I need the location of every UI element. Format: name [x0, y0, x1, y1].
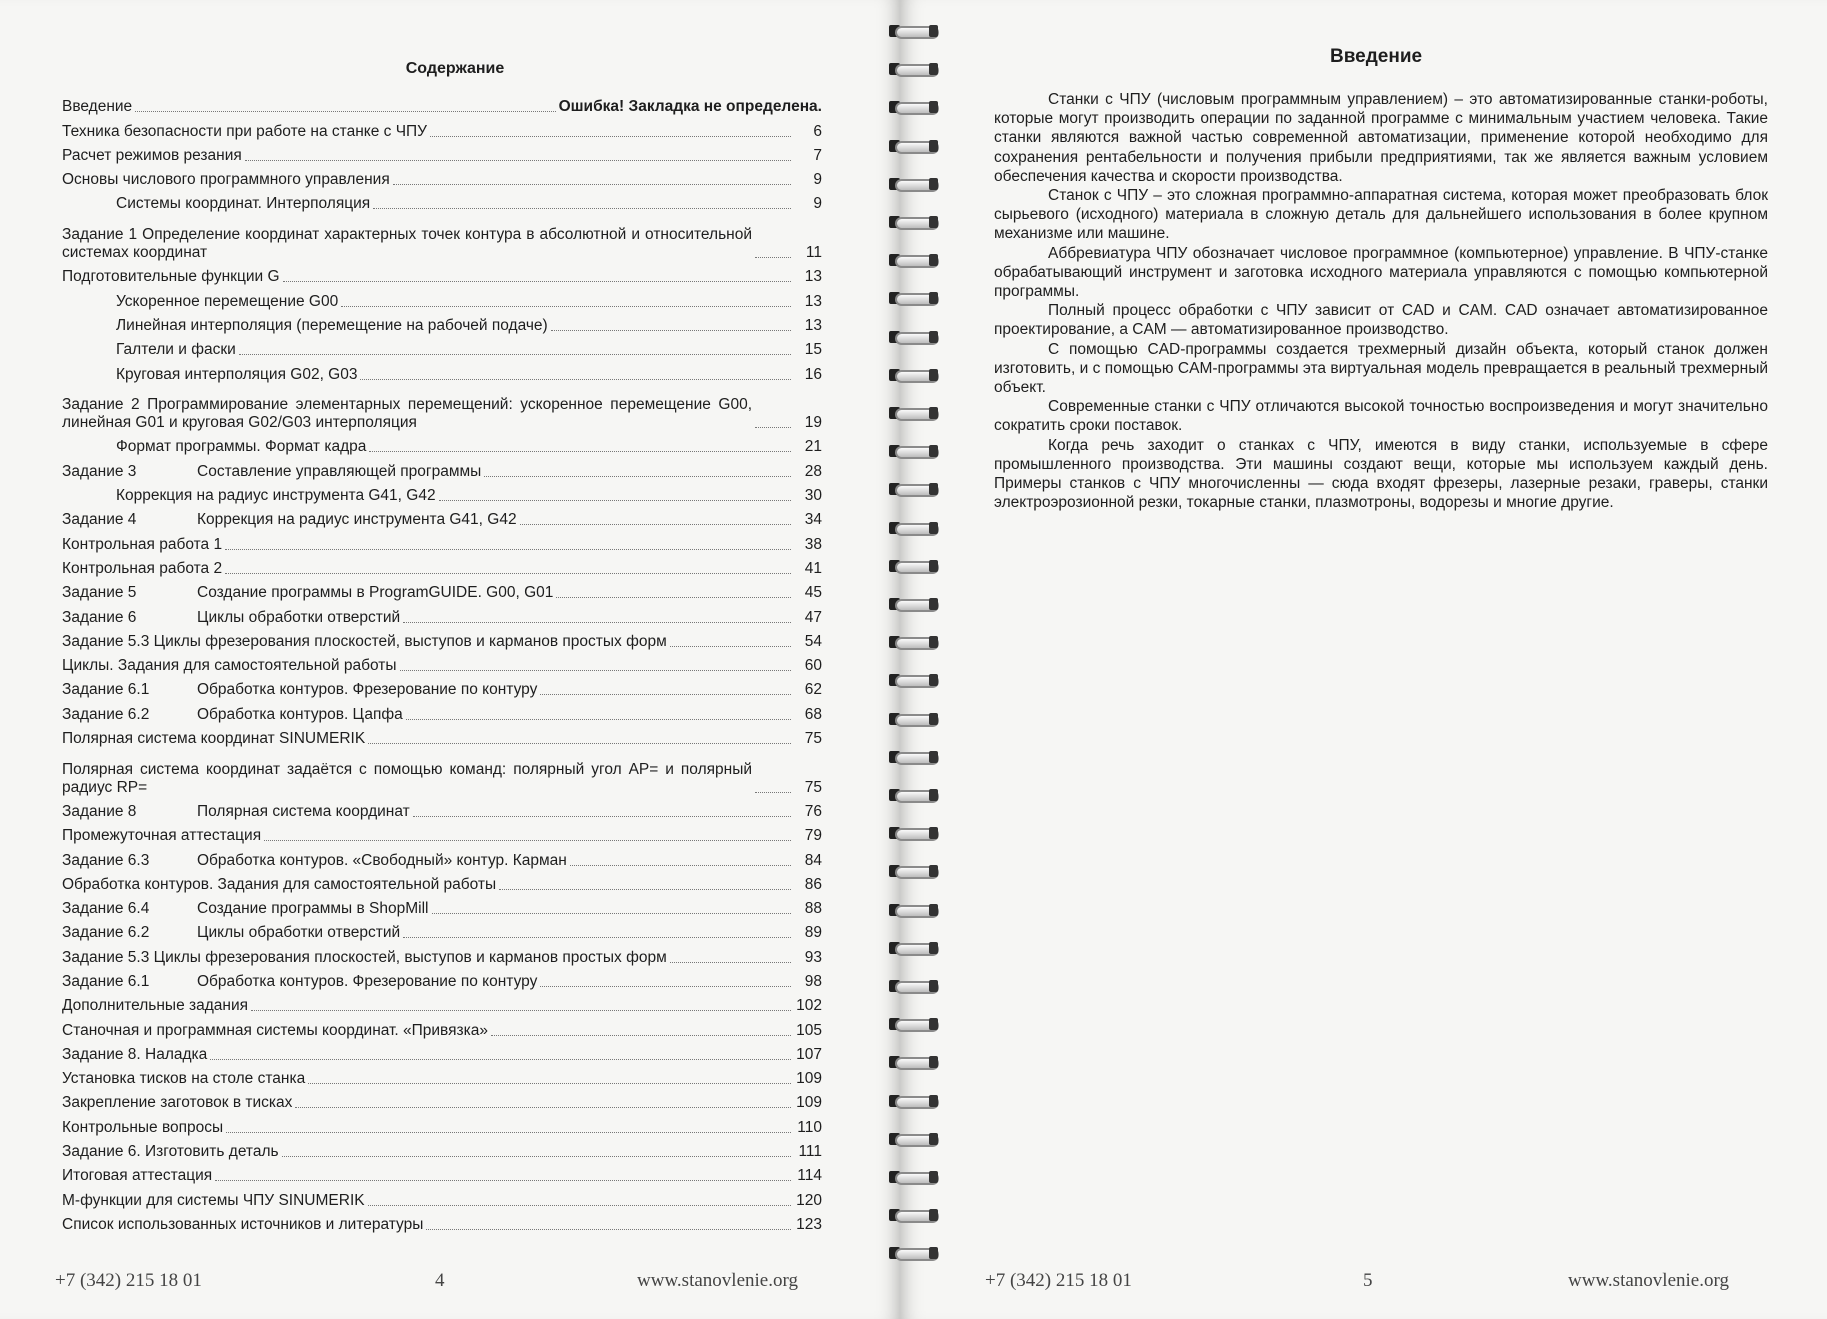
toc-entry-page: 86	[804, 875, 822, 893]
footer-page-number: 5	[1363, 1270, 1373, 1291]
toc-entry-title: Обработка контуров. «Свободный» контур. Карман	[197, 851, 567, 869]
binding-ring	[883, 633, 941, 651]
toc-entry	[62, 748, 822, 797]
toc-leader-dots	[341, 306, 791, 307]
intro-paragraph: Станок с ЧПУ – это сложная программно-аппаратная система, которая может преобразовать блок сырьевого (исходного) материала в сложную деталь для дальнейшего использования в более крупном механизме или машине.	[994, 187, 1768, 243]
toc-entry-page: 13	[804, 292, 822, 310]
toc-entry	[62, 1040, 822, 1064]
toc-entry	[62, 821, 822, 845]
toc-entry-page: 120	[796, 1191, 822, 1209]
binding-ring	[883, 977, 941, 995]
toc-entry	[62, 724, 822, 748]
toc-leader-dots	[400, 670, 792, 671]
toc-leader-dots	[368, 1205, 791, 1206]
toc-entry-page: 21	[804, 438, 822, 456]
toc-entry-label: Ускоренное перемещение G00	[116, 292, 339, 310]
binding-ring	[883, 901, 941, 919]
binding-hole	[929, 904, 938, 916]
toc-leader-dots	[282, 1156, 791, 1157]
binding-ring	[883, 786, 941, 804]
binding-hole	[929, 674, 938, 686]
toc-entry	[62, 335, 822, 359]
toc-entry-page: 41	[804, 559, 822, 577]
binding-ring	[883, 1130, 941, 1148]
toc-entry-label: Основы числового программного управления	[62, 171, 390, 189]
binding-hole	[929, 522, 938, 534]
binding-hole	[929, 331, 938, 343]
toc-entry-number: Задание 6.4	[62, 900, 150, 918]
toc-entry-page: 9	[813, 171, 822, 189]
binding-ring	[883, 710, 941, 728]
binding-hole	[929, 407, 938, 419]
intro-text	[994, 90, 1768, 512]
left-page	[0, 0, 900, 1319]
toc-entry-page: 38	[804, 535, 822, 553]
intro-title: Введение	[1330, 46, 1423, 67]
toc-entry-label	[62, 681, 537, 699]
toc-entry-title: Создание программы в ShopMill	[197, 900, 429, 918]
toc-entry	[62, 602, 822, 626]
toc-leader-dots	[406, 719, 791, 720]
toc-leader-dots	[264, 840, 791, 841]
toc-entry-label: Контрольная работа 1	[62, 535, 223, 553]
toc-entry-label: Итоговая аттестация	[62, 1167, 213, 1185]
toc-entry-page: 30	[804, 487, 822, 505]
toc-entry	[62, 797, 822, 821]
binding-hole	[929, 1133, 938, 1145]
toc-entry	[62, 213, 822, 262]
toc-entry	[62, 286, 822, 310]
toc-entry-page: 107	[796, 1045, 822, 1063]
binding-ring	[883, 1015, 941, 1033]
toc-entry-page: 68	[804, 705, 822, 723]
binding-ring	[883, 824, 941, 842]
toc-entry	[62, 189, 822, 213]
binding-hole	[929, 178, 938, 190]
toc-entry	[62, 384, 822, 433]
binding-ring	[883, 1244, 941, 1262]
toc-leader-dots	[755, 792, 791, 793]
toc-entry	[62, 675, 822, 699]
toc-entry-title: Обработка контуров. Фрезерование по контуру	[197, 972, 538, 990]
binding-ring	[883, 289, 941, 307]
toc-leader-dots	[670, 646, 791, 647]
spiral-binding	[883, 0, 953, 1319]
footer-page-number: 4	[435, 1270, 445, 1291]
toc-entry	[62, 627, 822, 651]
toc-entry-page: 114	[797, 1167, 822, 1185]
binding-ring	[883, 557, 941, 575]
toc-leader-dots	[308, 1083, 791, 1084]
intro-paragraph: С помощью CAD-программы создается трехмерный дизайн объекта, который станок должен изготовить, и с помощью CAM-программы эта виртуальная модель превращается в реальный трехмерный объект.	[994, 340, 1768, 397]
toc-entry-label: Круговая интерполяция G02, G03	[116, 365, 358, 383]
binding-hole	[929, 292, 938, 304]
toc-leader-dots	[225, 549, 791, 550]
toc-entry-page: 110	[797, 1118, 822, 1136]
binding-ring	[883, 60, 941, 78]
toc-leader-dots	[570, 865, 791, 866]
toc-entry-label: Промежуточная аттестация	[62, 827, 262, 845]
toc-entry-number: Задание 8	[62, 802, 137, 820]
toc-entry-number: Задание 6	[62, 608, 137, 626]
toc-entry-label: М-функции для системы ЧПУ SINUMERIK	[62, 1191, 365, 1209]
toc-leader-dots	[413, 816, 791, 817]
toc-leader-dots	[225, 573, 791, 574]
toc-entry	[62, 116, 822, 140]
binding-hole	[929, 636, 938, 648]
binding-hole	[929, 254, 938, 266]
toc-entry-page: 45	[804, 584, 822, 602]
toc-leader-dots	[369, 451, 791, 452]
toc-leader-dots	[520, 524, 791, 525]
toc-leader-dots	[368, 743, 791, 744]
toc-entry-number: Задание 6.2	[62, 924, 150, 942]
toc-leader-dots	[210, 1059, 791, 1060]
binding-ring	[883, 213, 941, 231]
toc-entry-title: Коррекция на радиус инструмента G41, G42	[197, 511, 517, 529]
binding-hole	[929, 140, 938, 152]
toc-leader-dots	[551, 330, 791, 331]
binding-ring	[883, 595, 941, 613]
toc-entry-label: Формат программы. Формат кадра	[116, 438, 367, 456]
toc-entry-label: Галтели и фаски	[116, 341, 236, 359]
binding-ring	[883, 862, 941, 880]
toc-entry-page: 123	[796, 1215, 822, 1233]
toc-entry-number: Задание 5	[62, 584, 137, 602]
toc-entry-page: 89	[804, 924, 822, 942]
toc-entry	[62, 262, 822, 286]
binding-ring	[883, 251, 941, 269]
binding-ring	[883, 175, 941, 193]
binding-hole	[929, 445, 938, 457]
toc-entry-label: Расчет режимов резания	[62, 146, 242, 164]
toc-entry-title: Циклы обработки отверстий	[197, 924, 401, 942]
toc-entry	[62, 1137, 822, 1161]
binding-ring	[883, 442, 941, 460]
toc-entry-label: Установка тисков на столе станка	[62, 1070, 306, 1088]
toc-entry-page: 6	[813, 122, 822, 140]
toc-entry-page: 7	[813, 146, 822, 164]
toc-entry	[62, 991, 822, 1015]
toc-leader-dots	[430, 136, 791, 137]
intro-paragraph: Аббревиатура ЧПУ обозначает числовое программное (компьютерное) управление. В ЧПУ-станке обрабатывающий инструмент и заготовка исходного материала управляются с помощью компьютерной программы.	[994, 244, 1768, 301]
toc-entry-page: 105	[796, 1021, 822, 1039]
binding-hole	[929, 101, 938, 113]
toc-entry-label	[62, 584, 553, 602]
toc-entry-number: Задание 3	[62, 462, 137, 480]
binding-ring	[883, 404, 941, 422]
toc-entry-label: Задание 5.3 Циклы фрезерования плоскостей, выступов и карманов простых форм	[62, 632, 667, 650]
toc-entry-label: Список использованных источников и литературы	[62, 1215, 424, 1233]
binding-ring	[883, 939, 941, 957]
toc-entry-label: Закрепление заготовок в тисках	[62, 1094, 293, 1112]
toc-entry	[62, 529, 822, 553]
binding-ring	[883, 98, 941, 116]
binding-ring	[883, 1053, 941, 1071]
toc-leader-dots	[283, 281, 792, 282]
toc-entry-label: Техника безопасности при работе на станке с ЧПУ	[62, 122, 428, 140]
toc-entry	[62, 894, 822, 918]
toc-entry-label	[62, 924, 400, 942]
toc-entry-page: 19	[804, 414, 822, 432]
binding-ring	[883, 480, 941, 498]
toc-entry-page: 16	[804, 365, 822, 383]
toc-entry-page: 75	[804, 778, 822, 796]
toc-entry-page: 75	[804, 730, 822, 748]
toc-entry-label: Полярная система координат задаётся с помощью команд: полярный угол AP= и полярный радиус RP=	[62, 760, 752, 796]
binding-hole	[929, 751, 938, 763]
binding-hole	[929, 1171, 938, 1183]
toc-entry-number: Задание 6.1	[62, 972, 150, 990]
toc-entry-label: Полярная система координат SINUMERIK	[62, 730, 366, 748]
toc-entry	[62, 505, 822, 529]
toc-entry-page: 109	[796, 1094, 822, 1112]
toc-leader-dots	[226, 1132, 791, 1133]
toc-entry-label	[62, 463, 481, 481]
toc-entry	[62, 432, 822, 456]
toc-entry	[62, 92, 822, 116]
toc-entry-page: 60	[804, 657, 822, 675]
toc-entry-page: 9	[813, 195, 822, 213]
toc-entry-title: Полярная система координат	[197, 802, 410, 820]
toc-entry-label: Дополнительные задания	[62, 997, 249, 1015]
toc-entry-label: Системы координат. Интерполяция	[116, 195, 371, 213]
toc-entry	[62, 481, 822, 505]
table-of-contents	[62, 92, 822, 1234]
toc-leader-dots	[426, 1229, 791, 1230]
toc-leader-dots	[670, 962, 791, 963]
toc-entry	[62, 359, 822, 383]
toc-entry	[62, 165, 822, 189]
footer-website[interactable]: www.stanovlenie.org	[1568, 1270, 1729, 1291]
binding-hole	[929, 1209, 938, 1221]
toc-entry-page: 62	[804, 681, 822, 699]
toc-entry-title: Создание программы в ProgramGUIDE. G00, G01	[197, 584, 554, 602]
toc-leader-dots	[360, 379, 791, 380]
toc-entry-title: Обработка контуров. Фрезерование по контуру	[197, 681, 538, 699]
toc-entry-label: Подготовительные функции G	[62, 268, 280, 286]
toc-entry-page: 76	[804, 802, 822, 820]
toc-entry-page: 79	[804, 827, 822, 845]
binding-ring	[883, 22, 941, 40]
toc-entry	[62, 870, 822, 894]
toc-entry-page: 84	[804, 851, 822, 869]
toc-entry-label: Коррекция на радиус инструмента G41, G42	[116, 487, 436, 505]
toc-leader-dots	[556, 597, 791, 598]
binding-hole	[929, 865, 938, 877]
intro-paragraph: Станки с ЧПУ (числовым программным управлением) – это автоматизированные станки-роботы, которые могут производить операции по заданной программе с минимальным участием человека. Такие станки являются важной частью современной автоматизации, применение которой необходимо для сохранения рентабельности и получения прибыли предприятиями, так же является важным условием обеспечения качества и скорости производства.	[994, 91, 1768, 185]
binding-ring	[883, 1092, 941, 1110]
toc-entry-label: Контрольные вопросы	[62, 1118, 224, 1136]
toc-entry-page: 54	[804, 632, 822, 650]
toc-entry-label	[62, 706, 403, 724]
toc-entry-label: Линейная интерполяция (перемещение на рабочей подаче)	[116, 316, 548, 334]
binding-ring	[883, 328, 941, 346]
toc-entry-label: Контрольная работа 2	[62, 559, 223, 577]
toc-entry	[62, 141, 822, 165]
toc-leader-dots	[484, 476, 791, 477]
toc-title: Содержание	[405, 60, 505, 77]
binding-hole	[929, 827, 938, 839]
toc-entry-label: Станочная и программная системы координат. «Привязка»	[62, 1021, 488, 1039]
toc-entry	[62, 651, 822, 675]
toc-leader-dots	[403, 937, 791, 938]
intro-paragraph: Современные станки с ЧПУ отличаются высокой точностью воспроизведения и могут значительно сократить сроки поставок.	[994, 398, 1768, 435]
toc-leader-dots	[239, 354, 791, 355]
binding-ring	[883, 1206, 941, 1224]
toc-entry-page: Ошибка! Закладка не определена.	[558, 98, 822, 116]
binding-ring	[883, 1168, 941, 1186]
toc-leader-dots	[215, 1180, 791, 1181]
binding-hole	[929, 1095, 938, 1107]
binding-hole	[929, 369, 938, 381]
toc-entry	[62, 1015, 822, 1039]
toc-entry-label	[62, 803, 410, 821]
toc-entry-label: Задание 5.3 Циклы фрезерования плоскостей, выступов и карманов простых форм	[62, 948, 667, 966]
toc-entry-page: 13	[804, 268, 822, 286]
toc-leader-dots	[755, 427, 791, 428]
toc-entry-page: 109	[796, 1070, 822, 1088]
toc-entry-page: 98	[804, 972, 822, 990]
toc-leader-dots	[432, 913, 792, 914]
toc-entry-label	[62, 900, 429, 918]
toc-entry-page: 28	[804, 462, 822, 480]
toc-entry	[62, 1185, 822, 1209]
toc-entry-number: Задание 6.3	[62, 851, 150, 869]
toc-leader-dots	[499, 889, 791, 890]
toc-entry	[62, 311, 822, 335]
toc-leader-dots	[373, 208, 791, 209]
binding-hole	[929, 216, 938, 228]
toc-entry	[62, 918, 822, 942]
toc-entry-page: 47	[804, 608, 822, 626]
toc-leader-dots	[540, 986, 791, 987]
toc-entry-page: 93	[804, 948, 822, 966]
toc-entry-label	[62, 973, 537, 991]
toc-entry-page: 34	[804, 511, 822, 529]
toc-entry	[62, 967, 822, 991]
binding-hole	[929, 63, 938, 75]
toc-entry-page: 11	[805, 244, 822, 262]
binding-hole	[929, 789, 938, 801]
binding-hole	[929, 483, 938, 495]
toc-entry-label: Задание 1 Определение координат характерных точек контура в абсолютной и относительной системах координат	[62, 226, 752, 262]
binding-ring	[883, 671, 941, 689]
toc-entry-label: Обработка контуров. Задания для самостоятельной работы	[62, 875, 497, 893]
toc-entry-number: Задание 6.1	[62, 681, 150, 699]
toc-entry	[62, 1210, 822, 1234]
toc-entry	[62, 456, 822, 480]
toc-entry	[62, 699, 822, 723]
binding-hole	[929, 25, 938, 37]
toc-entry-label: Введение	[62, 98, 133, 116]
toc-entry-number: Задание 4	[62, 511, 137, 529]
toc-leader-dots	[491, 1035, 791, 1036]
footer-phone: +7 (342) 215 18 01	[55, 1270, 202, 1291]
toc-leader-dots	[135, 111, 555, 112]
toc-entry-number: Задание 6.2	[62, 705, 150, 723]
binding-hole	[929, 713, 938, 725]
binding-hole	[929, 942, 938, 954]
toc-entry-label: Задание 6. Изготовить деталь	[62, 1143, 279, 1161]
binding-hole	[929, 980, 938, 992]
toc-entry	[62, 1112, 822, 1136]
toc-entry-label	[62, 511, 517, 529]
toc-entry-label: Циклы. Задания для самостоятельной работы	[62, 657, 397, 675]
binding-hole	[929, 598, 938, 610]
toc-leader-dots	[540, 694, 791, 695]
toc-entry-label	[62, 852, 567, 870]
binding-hole	[929, 1056, 938, 1068]
toc-entry-label: Задание 2 Программирование элементарных перемещений: ускоренное перемещение G00, линейная G01 и круговая G02/G03 интерполяция	[62, 396, 752, 432]
toc-entry-page: 88	[804, 900, 822, 918]
binding-ring	[883, 748, 941, 766]
toc-entry-page: 102	[796, 997, 822, 1015]
toc-entry	[62, 1064, 822, 1088]
toc-leader-dots	[403, 622, 791, 623]
toc-entry	[62, 554, 822, 578]
binding-ring	[883, 519, 941, 537]
intro-paragraph: Когда речь заходит о станках с ЧПУ, имеются в виду станки, используемые в сфере промышленного производства. Эти машины создают вещи, которые мы используем каждый день. Примеры станков с ЧПУ многочисленны — сюда входят фрезеры, лазерные резаки, граверы, станки электроэрозионной резки, токарные станки, плазмотроны, водорезы и многие другие.	[994, 436, 1768, 512]
binding-hole	[929, 1247, 938, 1259]
toc-entry-page: 15	[804, 341, 822, 359]
toc-entry-title: Циклы обработки отверстий	[197, 608, 401, 626]
toc-entry	[62, 578, 822, 602]
footer-phone: +7 (342) 215 18 01	[985, 1270, 1132, 1291]
toc-entry	[62, 845, 822, 869]
toc-entry-page: 13	[804, 316, 822, 334]
intro-paragraph: Полный процесс обработки с ЧПУ зависит от CAD и CAM. CAD означает автоматизированное проектирование, а CAM — автоматизированное производство.	[994, 302, 1768, 339]
toc-entry-page: 111	[798, 1143, 822, 1161]
toc-entry-label: Задание 8. Наладка	[62, 1045, 208, 1063]
toc-leader-dots	[245, 160, 791, 161]
binding-hole	[929, 1018, 938, 1030]
right-page	[900, 0, 1827, 1319]
binding-ring	[883, 137, 941, 155]
toc-leader-dots	[251, 1010, 791, 1011]
toc-entry-title: Обработка контуров. Цапфа	[197, 705, 403, 723]
toc-entry-label	[62, 609, 400, 627]
footer-website[interactable]: www.stanovlenie.org	[637, 1270, 798, 1291]
toc-entry	[62, 942, 822, 966]
toc-leader-dots	[295, 1107, 791, 1108]
toc-leader-dots	[755, 257, 791, 258]
toc-leader-dots	[393, 184, 791, 185]
binding-hole	[929, 560, 938, 572]
toc-entry	[62, 1161, 822, 1185]
binding-ring	[883, 366, 941, 384]
toc-leader-dots	[439, 500, 791, 501]
toc-entry	[62, 1088, 822, 1112]
toc-entry-title: Составление управляющей программы	[197, 462, 482, 480]
